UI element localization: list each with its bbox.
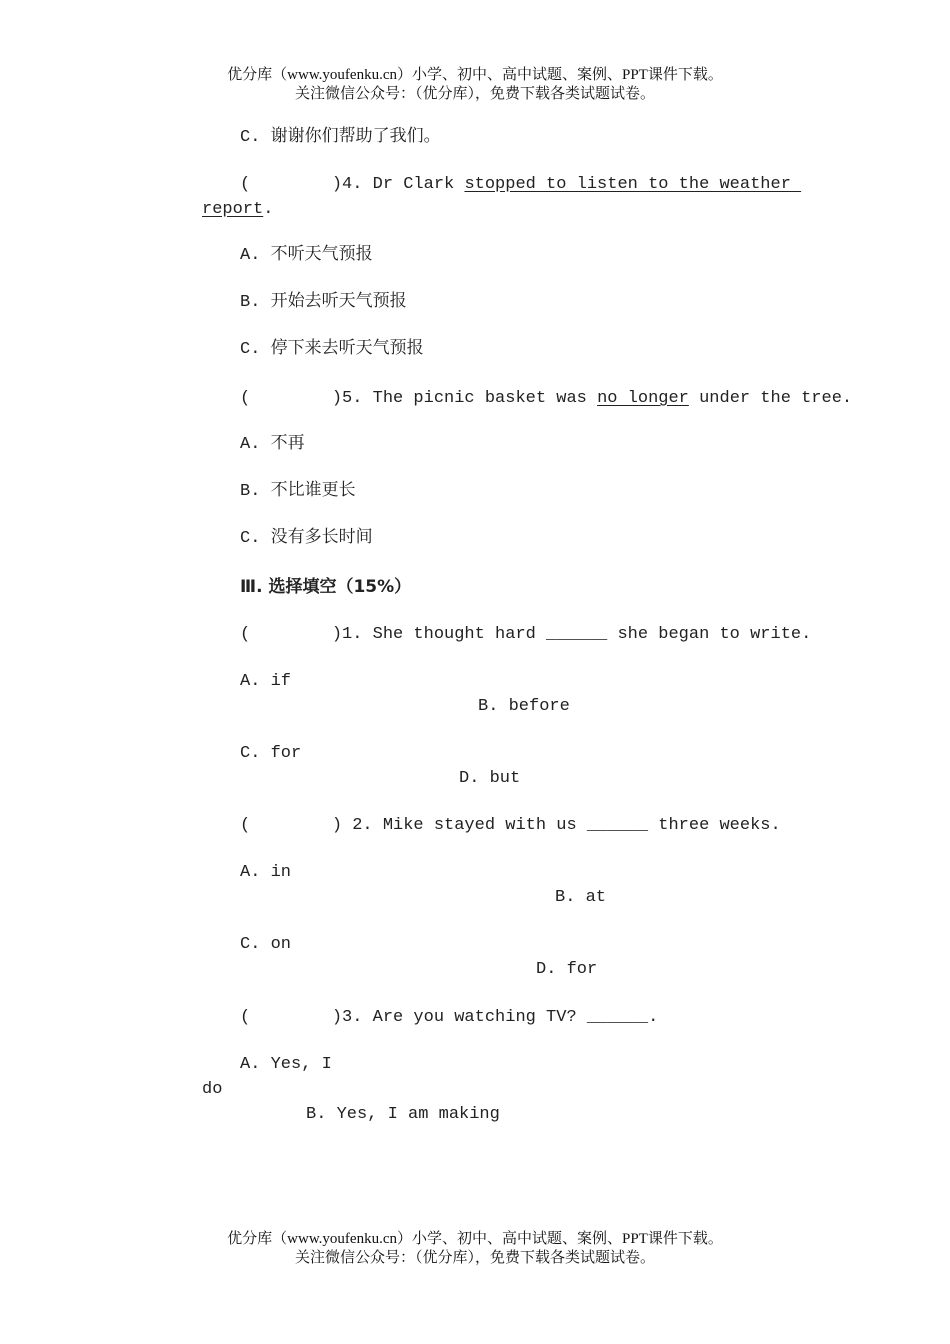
q3-option-c: C. 谢谢你们帮助了我们。 [240, 128, 441, 147]
p3-q2-option-b: B. at [555, 888, 607, 907]
p3-q3-option-a-wrap: do [202, 1080, 223, 1099]
footer-line-2: 关注微信公众号：（优分库），免费下载各类试题试卷。 [294, 1250, 655, 1266]
section-heading: Ⅲ. 选择填空（15%） [240, 577, 412, 597]
q5-stem [240, 388, 852, 410]
p3-q2-stem: ( ) 2. Mike stayed with us ______ three weeks. [240, 816, 781, 835]
p3-q1-option-d: D. but [459, 769, 521, 788]
p3-q2-option-d: D. for [536, 960, 598, 979]
q5-option-b: B. 不比谁更长 [240, 482, 356, 501]
q5-suffix: under the tree. [688, 389, 853, 408]
p3-q3-option-b: B. Yes, I am making [306, 1105, 500, 1124]
footer-line-1: 优分库（www.youfenku.cn）小学、初中、高中试题、案例、PPT课件下载。 [227, 1231, 723, 1247]
q5-prefix: ( )5. The picnic basket was [240, 389, 598, 408]
q5-underlined-phrase: no longer [597, 389, 689, 408]
p3-q3-option-a: A. Yes, I [240, 1055, 332, 1074]
q4-stem-wrap [202, 199, 273, 221]
q4-suffix: . [263, 200, 274, 219]
p3-q1-option-a: A. if [240, 672, 292, 691]
q4-underlined-phrase-end: report [202, 200, 264, 219]
q4-option-a: A. 不听天气预报 [240, 246, 373, 265]
q4-option-b: B. 开始去听天气预报 [240, 293, 407, 312]
p3-q1-option-b: B. before [478, 697, 570, 716]
q4-option-c: C. 停下来去听天气预报 [240, 340, 424, 359]
p3-q3-stem: ( )3. Are you watching TV? ______. [240, 1008, 659, 1027]
q5-option-a: A. 不再 [240, 435, 305, 454]
p3-q2-option-a: A. in [240, 863, 292, 882]
q4-stem [240, 174, 801, 196]
header-line-1: 优分库（www.youfenku.cn）小学、初中、高中试题、案例、PPT课件下载。 [227, 67, 723, 83]
q4-underlined-phrase: stopped to listen to the weather [464, 175, 802, 194]
p3-q1-stem: ( )1. She thought hard ______ she began to write. [240, 625, 812, 644]
header-line-2: 关注微信公众号：（优分库），免费下载各类试题试卷。 [294, 86, 655, 102]
q5-option-c: C. 没有多长时间 [240, 529, 373, 548]
q4-prefix: ( )4. Dr Clark [240, 175, 465, 194]
p3-q2-option-c: C. on [240, 935, 292, 954]
p3-q1-option-c: C. for [240, 744, 302, 763]
